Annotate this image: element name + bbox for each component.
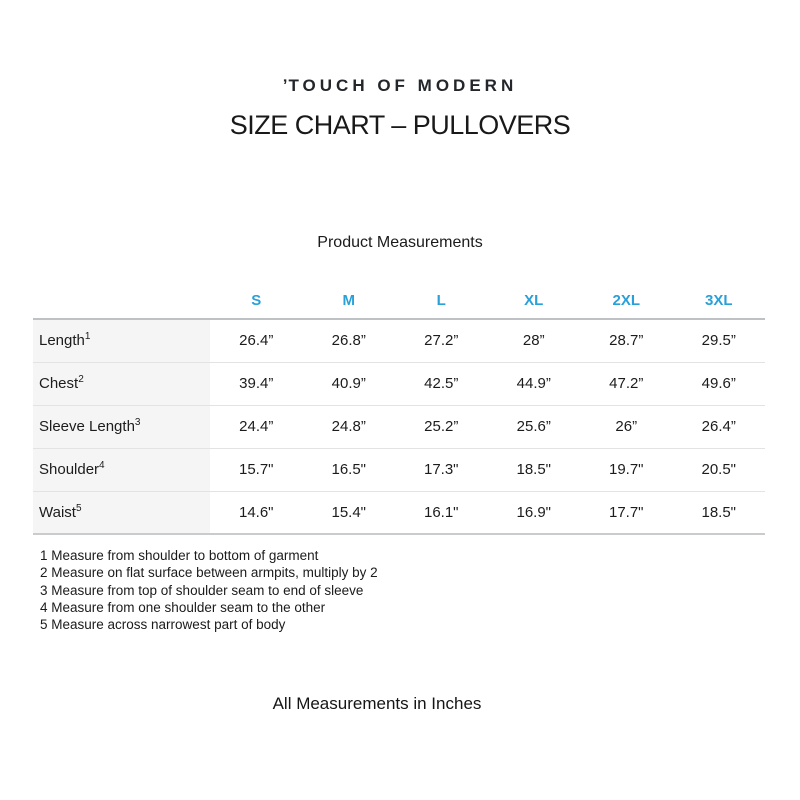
cell-waist-l: 16.1" xyxy=(423,503,459,521)
cell-waist-xl: 16.9" xyxy=(516,503,552,521)
cell-shoulder-m: 16.5" xyxy=(331,461,367,478)
table-row-sleeve-length xyxy=(33,405,765,448)
cell-length-l: 27.2” xyxy=(424,332,459,350)
footnote-marker: 4 xyxy=(99,460,105,471)
column-header-s: S xyxy=(251,292,262,309)
row-label-waist xyxy=(33,491,210,534)
footnote-marker: 1 xyxy=(84,331,91,343)
cell-length-xl: 28” xyxy=(522,332,545,350)
row-label-shoulder xyxy=(33,448,210,491)
cell-chest-m: 40.9” xyxy=(331,375,366,392)
cell-shoulder-xl: 18.5" xyxy=(516,461,552,478)
footnote-marker: 5 xyxy=(75,502,82,514)
cell-sleeve-2xl: 26” xyxy=(615,418,638,435)
table-row-waist xyxy=(33,491,765,534)
row-label-text: Length xyxy=(39,332,85,350)
cell-shoulder-2xl: 19.7" xyxy=(608,461,644,478)
cell-length-m: 26.8” xyxy=(331,332,366,350)
cell-sleeve-3xl: 26.4” xyxy=(701,418,736,435)
cell-sleeve-m: 24.8” xyxy=(331,418,366,435)
footnote-2: 2 Measure on flat surface between armpits, multiply by 2 xyxy=(40,565,378,581)
column-header-xl: XL xyxy=(524,292,544,309)
page-title: SIZE CHART – PULLOVERS xyxy=(229,110,571,140)
cell-chest-2xl: 47.2” xyxy=(609,375,644,392)
cell-waist-2xl: 17.7" xyxy=(608,503,644,521)
cell-sleeve-s: 24.4” xyxy=(239,418,274,435)
footnote-3: 3 Measure from top of shoulder seam to end of sleeve xyxy=(40,582,364,598)
column-header-m: M xyxy=(342,292,355,309)
table-caption: Product Measurements xyxy=(317,234,483,251)
cell-chest-3xl: 49.6” xyxy=(701,375,736,392)
cell-chest-l: 42.5” xyxy=(424,375,459,392)
column-header-2xl: 2XL xyxy=(612,292,640,309)
size-header-row xyxy=(33,283,765,319)
cell-sleeve-xl: 25.6” xyxy=(516,418,551,435)
cell-shoulder-3xl: 20.5" xyxy=(701,461,737,478)
column-header-l: L xyxy=(436,292,446,309)
cell-waist-s: 14.6" xyxy=(238,503,274,521)
row-label-text: Shoulder xyxy=(39,461,100,478)
cell-length-3xl: 29.5” xyxy=(701,332,736,350)
measurement-unit-note: All Measurements in Inches xyxy=(272,694,482,713)
row-label-text: Chest xyxy=(39,375,79,392)
table-row-chest xyxy=(33,362,765,405)
footnotes xyxy=(40,547,378,633)
row-label-chest xyxy=(33,362,210,405)
brand-name: TOUCH OF MODERN xyxy=(288,76,518,95)
cell-shoulder-l: 17.3" xyxy=(423,461,459,478)
size-chart-table xyxy=(33,283,765,535)
cell-waist-3xl: 18.5" xyxy=(701,503,737,521)
footnote-4: 4 Measure from one shoulder seam to the other xyxy=(40,599,326,615)
cell-sleeve-l: 25.2” xyxy=(424,418,459,435)
brand-logo-tick-icon: ʼ xyxy=(282,76,288,95)
row-label-text: Sleeve Length xyxy=(39,418,135,435)
table-row-shoulder xyxy=(33,448,765,491)
brand-logo xyxy=(0,76,800,96)
cell-chest-xl: 44.9” xyxy=(516,375,551,392)
cell-length-s: 26.4” xyxy=(239,332,274,350)
table-row-length xyxy=(33,319,765,362)
cell-length-2xl: 28.7” xyxy=(609,332,644,350)
row-label-length xyxy=(33,319,210,362)
column-header-3xl: 3XL xyxy=(704,292,733,309)
footnote-marker: 3 xyxy=(134,417,141,428)
cell-shoulder-s: 15.7" xyxy=(238,461,274,478)
footnote-1: 1 Measure from shoulder to bottom of garment xyxy=(40,548,319,563)
footnote-marker: 2 xyxy=(78,374,84,385)
cell-waist-m: 15.4" xyxy=(331,503,367,521)
row-label-sleeve-length xyxy=(33,405,210,448)
footnote-5: 5 Measure across narrowest part of body xyxy=(40,617,286,633)
row-label-text: Waist xyxy=(39,503,76,521)
cell-chest-s: 39.4” xyxy=(239,375,274,392)
header-spacer-cell xyxy=(33,283,210,319)
